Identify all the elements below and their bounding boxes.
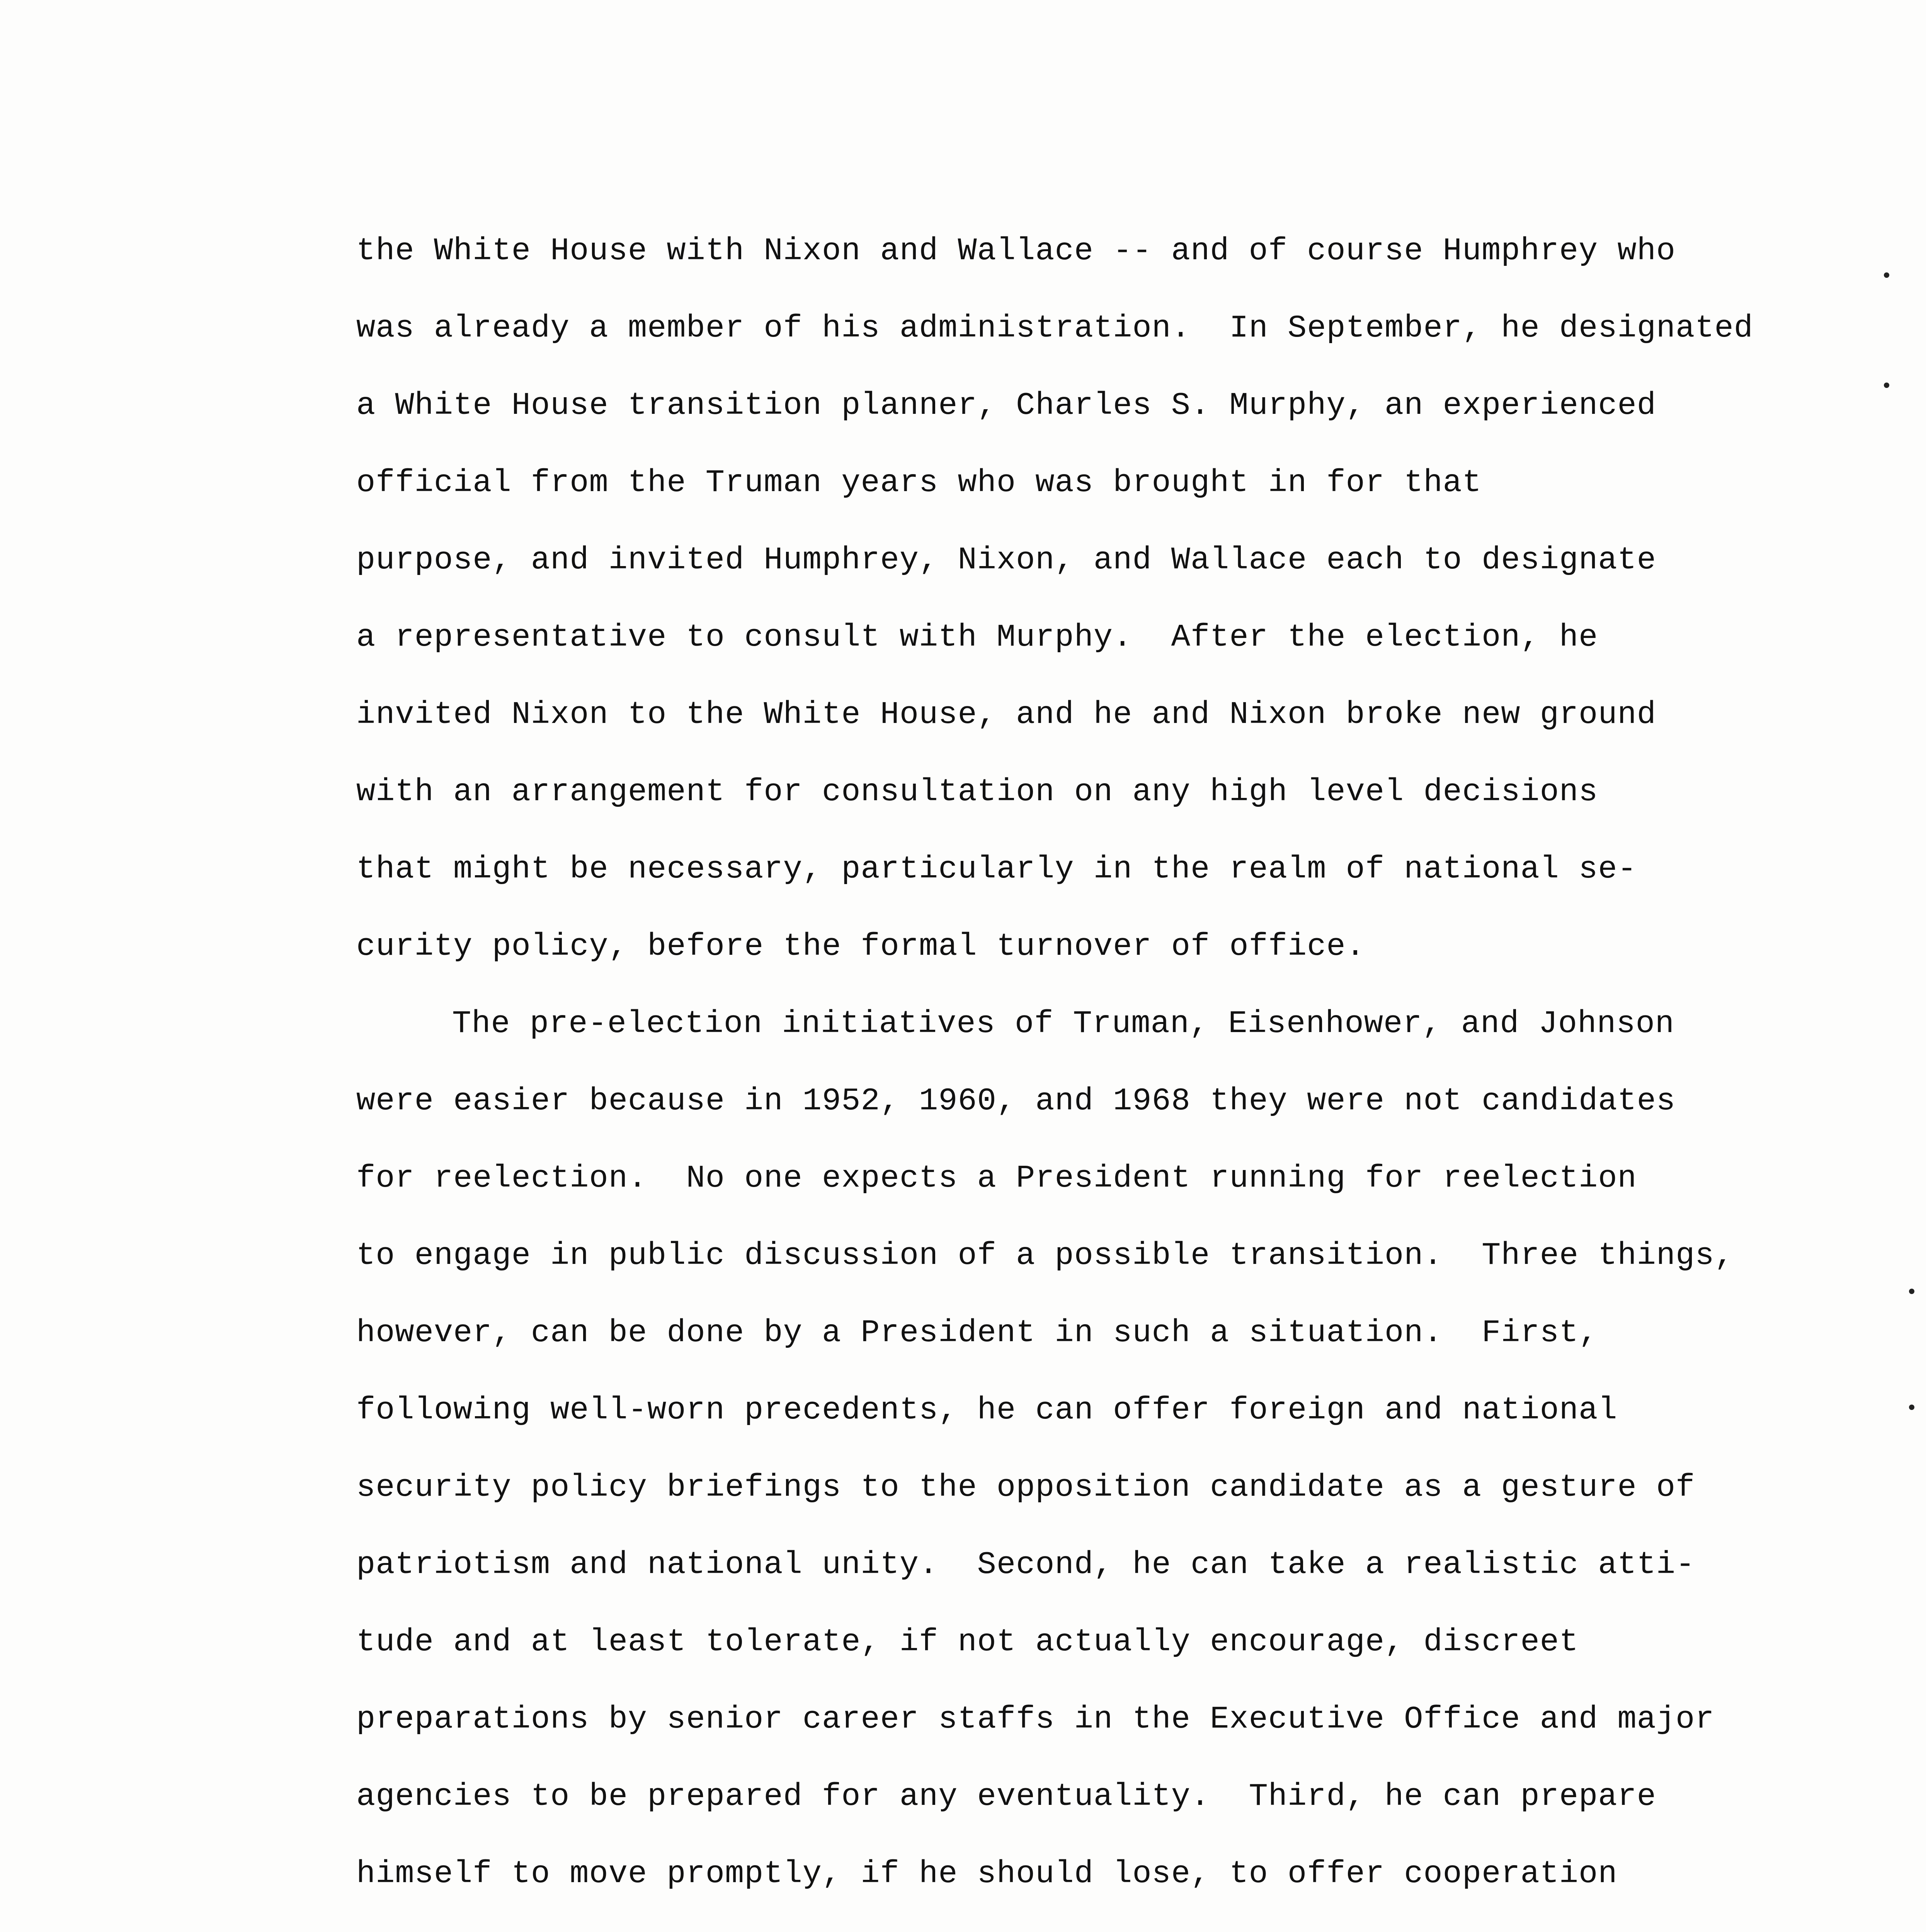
text-line: purpose, and invited Humphrey, Nixon, and Wallace each to designate (356, 542, 1656, 578)
text-line: with an arrangement for consultation on any high level decisions (356, 774, 1598, 810)
text-line: curity policy, before the formal turnover of office. (356, 929, 1365, 964)
text-line: was already a member of his administration. In September, he designated (356, 310, 1753, 346)
text-line: a representative to consult with Murphy. After the election, he (356, 619, 1598, 655)
paragraph-start-line: The pre-election initiatives of Truman, Eisenhower, and Johnson (452, 1006, 1675, 1042)
scan-artifact-dot (1884, 272, 1889, 278)
text-line: himself to move promptly, if he should lose, to offer cooperation (356, 1856, 1618, 1892)
text-line: tude and at least tolerate, if not actually encourage, discreet (356, 1624, 1579, 1660)
text-line: official from the Truman years who was brought in for that (356, 465, 1482, 501)
text-line: following well-worn precedents, he can offer foreign and national (356, 1392, 1618, 1428)
text-line: for reelection. No one expects a President running for reelection (356, 1160, 1637, 1196)
text-line: security policy briefings to the opposition candidate as a gesture of (356, 1469, 1695, 1505)
scan-artifact-dot (1909, 1405, 1914, 1410)
text-line: preparations by senior career staffs in the Executive Office and major (356, 1701, 1715, 1737)
text-line: a White House transition planner, Charles S. Murphy, an experienced (356, 388, 1656, 423)
text-line: the White House with Nixon and Wallace -- and of course Humphrey who (356, 233, 1676, 269)
scan-artifact-dot (1909, 1289, 1914, 1294)
scan-artifact-dot (1884, 383, 1889, 388)
text-line: agencies to be prepared for any eventuality. Third, he can prepare (356, 1779, 1656, 1815)
text-line: patriotism and national unity. Second, he can take a realistic atti- (356, 1547, 1695, 1583)
text-line: invited Nixon to the White House, and he and Nixon broke new ground (356, 697, 1656, 733)
text-line: were easier because in 1952, 1960, and 1968 they were not candidates (356, 1083, 1676, 1119)
text-line: that might be necessary, particularly in the realm of national se- (356, 851, 1637, 887)
text-line: however, can be done by a President in such a situation. First, (356, 1315, 1598, 1351)
text-line: to engage in public discussion of a possible transition. Three things, (356, 1238, 1734, 1274)
